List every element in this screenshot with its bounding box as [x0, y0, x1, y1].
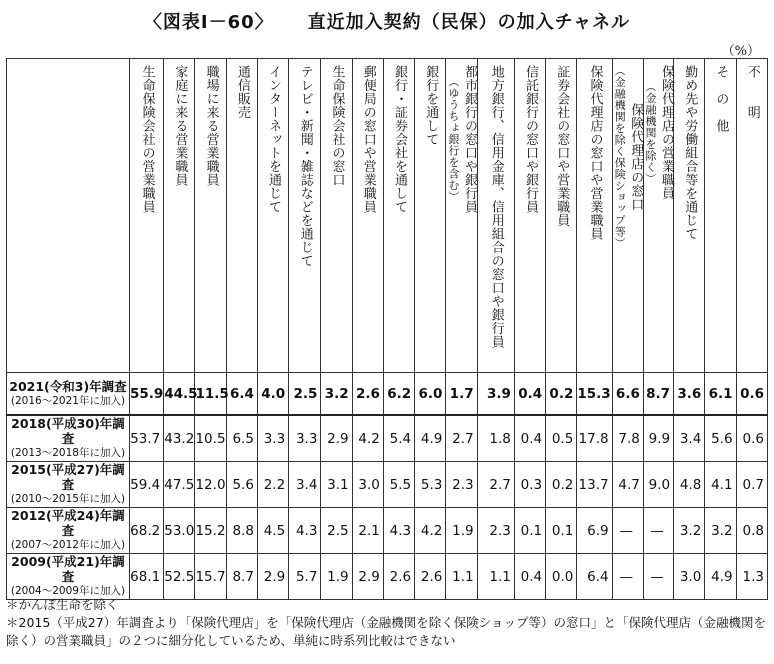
value-cell: 53.0: [164, 508, 195, 554]
value-cell: 0.0: [546, 554, 577, 600]
value-cell: 6.4: [226, 373, 257, 416]
value-cell: 2.6: [352, 373, 383, 416]
page-title: [0, 8, 774, 34]
column-header-label: 銀行を通して: [423, 65, 439, 146]
value-cell: 4.1: [705, 462, 736, 508]
column-header-label: 銀行・証券会社を通して: [392, 65, 407, 214]
row-header: [7, 508, 130, 554]
value-cell: 2.9: [321, 415, 352, 462]
column-header-label: 家庭に来る営業職員: [172, 65, 188, 187]
value-cell: 3.3: [257, 415, 288, 462]
value-cell: 53.7: [129, 415, 163, 462]
value-cell: 5.7: [289, 554, 321, 600]
column-header-label: そ の 他: [713, 65, 729, 133]
value-cell: 2.5: [321, 508, 352, 554]
column-header-label: 通信販売: [234, 65, 250, 119]
value-cell: 68.1: [129, 554, 163, 600]
value-cell: 6.6: [612, 373, 643, 416]
column-header-label: 保険代理店の窓口や営業職員: [587, 65, 603, 241]
value-cell: 59.4: [129, 462, 163, 508]
value-cell: 3.9: [477, 373, 514, 416]
unit-label: （%）: [721, 44, 760, 59]
figure-number: 〈図表Ⅰ－60〉: [143, 12, 274, 33]
column-header: [289, 59, 321, 373]
channel-table: [6, 58, 768, 600]
survey-year: 2012(平成24)年調査: [11, 508, 125, 538]
value-cell: 6.9: [577, 508, 612, 554]
value-cell: 0.6: [736, 415, 767, 462]
column-header: [415, 59, 446, 373]
figure-title: 直近加入契約（民保）の加入チャネル: [307, 12, 631, 33]
value-cell: 17.8: [577, 415, 612, 462]
value-cell: 8.7: [643, 373, 673, 416]
value-cell: 3.0: [352, 462, 383, 508]
value-cell: 2.5: [289, 373, 321, 416]
value-cell: 5.5: [383, 462, 414, 508]
value-cell: 15.2: [195, 508, 226, 554]
value-cell: 3.2: [705, 508, 736, 554]
value-cell: 0.4: [514, 373, 545, 416]
value-cell: 7.8: [612, 415, 643, 462]
value-cell: 8.8: [226, 508, 257, 554]
column-header-label: 都市銀行の窓口や銀行員: [461, 65, 477, 214]
column-header: [736, 59, 767, 373]
value-cell: 2.7: [477, 462, 514, 508]
value-cell: —: [643, 508, 673, 554]
value-cell: 9.9: [643, 415, 673, 462]
column-header-label: 証券会社の窓口や営業職員: [554, 65, 570, 227]
column-header: [321, 59, 352, 373]
value-cell: 13.7: [577, 462, 612, 508]
value-cell: 5.6: [226, 462, 257, 508]
value-cell: 2.3: [477, 508, 514, 554]
column-header-label: 信託銀行の窓口や銀行員: [522, 65, 538, 214]
value-cell: 52.5: [164, 554, 195, 600]
value-cell: —: [612, 508, 643, 554]
value-cell: 0.4: [514, 415, 545, 462]
table-row: [7, 462, 768, 508]
column-header-label: 不 明: [744, 65, 760, 119]
column-header: [129, 59, 163, 373]
value-cell: 3.4: [674, 415, 705, 462]
value-cell: 0.1: [546, 508, 577, 554]
value-cell: 4.8: [674, 462, 705, 508]
column-header: [257, 59, 288, 373]
column-header-label: （ゆうちょ銀行を含む）: [446, 76, 460, 203]
value-cell: 0.6: [736, 373, 767, 416]
value-cell: 2.7: [446, 415, 477, 462]
row-header: [7, 373, 130, 416]
value-cell: 3.0: [674, 554, 705, 600]
column-header: [352, 59, 383, 373]
value-cell: 6.5: [226, 415, 257, 462]
value-cell: 6.1: [705, 373, 736, 416]
value-cell: 4.9: [415, 415, 446, 462]
value-cell: 2.6: [415, 554, 446, 600]
value-cell: 4.7: [612, 462, 643, 508]
column-header: [477, 59, 514, 373]
table-row: [7, 415, 768, 462]
column-header: [705, 59, 736, 373]
value-cell: 11.5: [195, 373, 226, 416]
column-header: [164, 59, 195, 373]
corner-cell: [7, 59, 130, 373]
column-header: [226, 59, 257, 373]
value-cell: —: [643, 554, 673, 600]
column-header-label: 保険代理店の窓口: [628, 103, 644, 211]
column-header: [643, 59, 673, 373]
value-cell: 4.5: [257, 508, 288, 554]
column-header-label: （金融機関を除く）: [643, 80, 657, 185]
value-cell: 15.3: [577, 373, 612, 416]
value-cell: 44.5: [164, 373, 195, 416]
value-cell: 47.5: [164, 462, 195, 508]
value-cell: 4.3: [383, 508, 414, 554]
value-cell: 4.2: [352, 415, 383, 462]
column-header-label: テレビ・新聞・雑誌などを通じて: [297, 65, 313, 268]
value-cell: 1.9: [321, 554, 352, 600]
value-cell: 43.2: [164, 415, 195, 462]
value-cell: 0.5: [546, 415, 577, 462]
column-header: [612, 59, 643, 373]
value-cell: 68.2: [129, 508, 163, 554]
column-header-label: 職場に来る営業職員: [203, 65, 219, 187]
value-cell: 3.4: [289, 462, 321, 508]
column-header: [674, 59, 705, 373]
survey-year: 2021(令和3)年調査: [9, 378, 127, 394]
footnote: ＊かんぽ生命を除く: [6, 597, 119, 612]
value-cell: 1.1: [446, 554, 477, 600]
value-cell: 3.2: [321, 373, 352, 416]
value-cell: 8.7: [226, 554, 257, 600]
survey-year: 2015(平成27)年調査: [11, 462, 125, 492]
value-cell: 5.4: [383, 415, 414, 462]
footnotes: [6, 596, 768, 650]
value-cell: 5.3: [415, 462, 446, 508]
value-cell: 5.6: [705, 415, 736, 462]
value-cell: 2.2: [257, 462, 288, 508]
value-cell: 0.2: [546, 462, 577, 508]
survey-year: 2018(平成30)年調査: [11, 416, 125, 446]
value-cell: 1.3: [736, 554, 767, 600]
value-cell: 0.8: [736, 508, 767, 554]
value-cell: 1.9: [446, 508, 477, 554]
column-header-label: 郵便局の窓口や営業職員: [360, 65, 376, 214]
enrollment-period: (2010～2015年に加入): [10, 493, 126, 505]
column-header-label: 生命保険会社の営業職員: [139, 65, 155, 214]
enrollment-period: (2007～2012年に加入): [10, 539, 126, 551]
value-cell: 6.0: [415, 373, 446, 416]
enrollment-period: (2013～2018年に加入): [10, 447, 126, 459]
value-cell: 2.1: [352, 508, 383, 554]
value-cell: 1.1: [477, 554, 514, 600]
value-cell: —: [612, 554, 643, 600]
column-header: [577, 59, 612, 373]
column-header-label: 生命保険会社の窓口: [329, 65, 345, 187]
column-header: [546, 59, 577, 373]
column-header: [514, 59, 545, 373]
value-cell: 1.7: [446, 373, 477, 416]
value-cell: 6.2: [383, 373, 414, 416]
table-row: [7, 554, 768, 600]
value-cell: 0.4: [514, 554, 545, 600]
value-cell: 9.0: [643, 462, 673, 508]
value-cell: 0.3: [514, 462, 545, 508]
column-header-label: インターネットを通じて: [266, 65, 282, 214]
value-cell: 55.9: [129, 373, 163, 416]
column-header-label: 保険代理店の営業職員: [658, 65, 674, 200]
value-cell: 0.1: [514, 508, 545, 554]
value-cell: 10.5: [195, 415, 226, 462]
value-cell: 3.2: [674, 508, 705, 554]
column-header-label: （金融機関を除く保険ショップ等）: [613, 65, 627, 249]
column-header-label: 勤め先や労働組合等を通じて: [682, 65, 698, 241]
value-cell: 2.6: [383, 554, 414, 600]
column-header: [195, 59, 226, 373]
column-header: [446, 59, 477, 373]
value-cell: 0.2: [546, 373, 577, 416]
value-cell: 6.4: [577, 554, 612, 600]
value-cell: 3.1: [321, 462, 352, 508]
header-row: [7, 59, 768, 373]
value-cell: 4.9: [705, 554, 736, 600]
value-cell: 3.3: [289, 415, 321, 462]
value-cell: 2.9: [257, 554, 288, 600]
row-header: [7, 554, 130, 600]
table-row: [7, 373, 768, 416]
enrollment-period: (2016～2021年に加入): [10, 394, 126, 407]
value-cell: 15.7: [195, 554, 226, 600]
row-header: [7, 415, 130, 462]
survey-year: 2009(平成21)年調査: [11, 554, 125, 584]
value-cell: 3.6: [674, 373, 705, 416]
value-cell: 1.8: [477, 415, 514, 462]
value-cell: 0.7: [736, 462, 767, 508]
value-cell: 2.9: [352, 554, 383, 600]
footnote: ＊2015（平成27）年調査より「保険代理店」を「保険代理店（金融機関を除く保険ショップ等）の窓口」と「保険代理店（金融機関を除く）の営業職員」の２つに細分化しているため、単純に時系列比較はできない: [6, 615, 766, 648]
enrollment-period: (2004～2009年に加入): [10, 585, 126, 597]
value-cell: 4.2: [415, 508, 446, 554]
value-cell: 12.0: [195, 462, 226, 508]
table-row: [7, 508, 768, 554]
column-header: [383, 59, 414, 373]
column-header-label: 地方銀行、信用金庫、信用組合の窓口や銀行員: [488, 65, 504, 349]
value-cell: 2.3: [446, 462, 477, 508]
row-header: [7, 462, 130, 508]
value-cell: 4.0: [257, 373, 288, 416]
value-cell: 4.3: [289, 508, 321, 554]
